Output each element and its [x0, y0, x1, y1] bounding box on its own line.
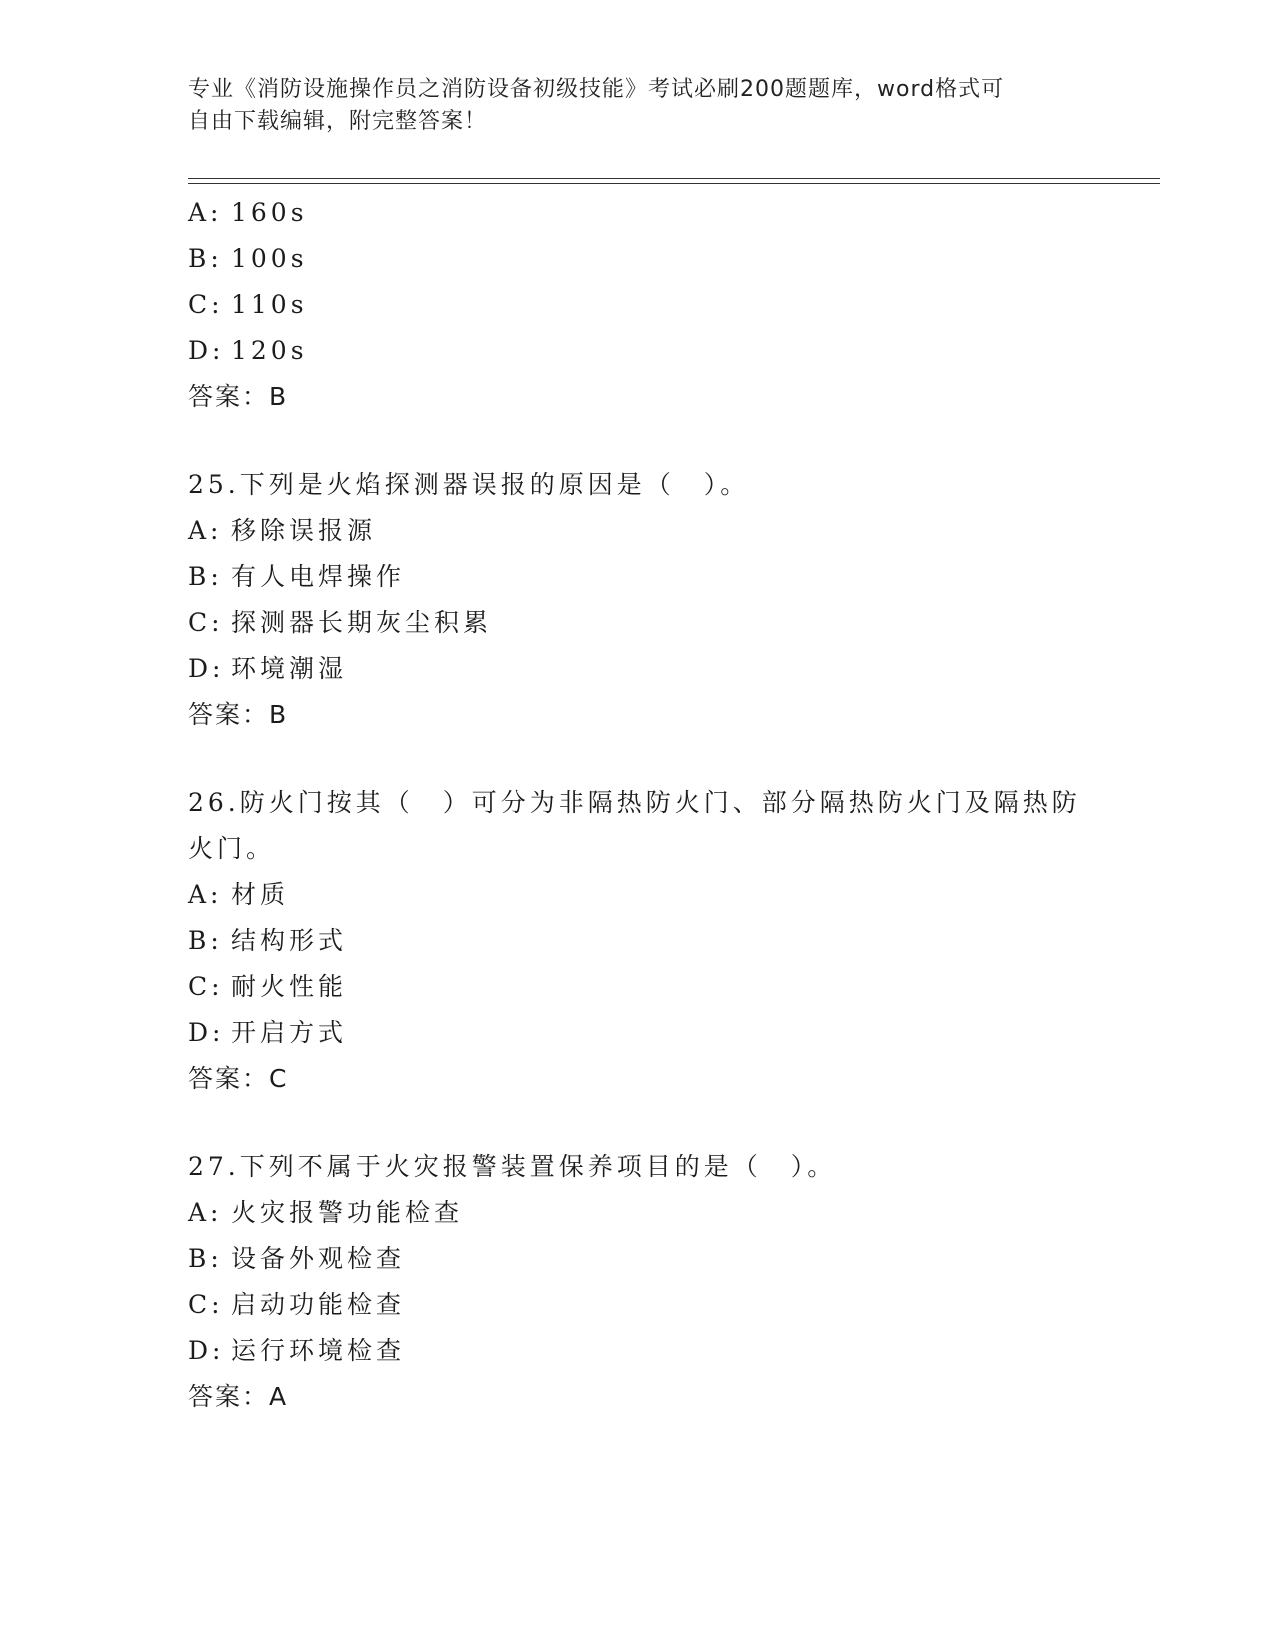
question-stem-line-1: 26.防火门按其（ ）可分为非隔热防火门、部分隔热防火门及隔热防 — [188, 788, 1081, 817]
option-text: 120s — [231, 336, 308, 365]
option-text: 设备外观检查 — [231, 1244, 406, 1273]
option-key: C: — [188, 1290, 224, 1319]
header-divider-top — [188, 178, 1160, 179]
answer-line: 答案：B — [188, 700, 289, 729]
question-stem-line-2: 火门。 — [188, 834, 276, 863]
option-b — [188, 918, 1088, 964]
question-stem: 27.下列不属于火灾报警装置保养项目的是（ ）。 — [188, 1152, 837, 1181]
header-line-1: 专业《消防设施操作员之消防设备初级技能》考试必刷200题题库，word格式可 — [188, 77, 1005, 102]
option-d — [188, 1328, 1088, 1374]
question-gap — [188, 738, 1088, 780]
question-stem: 25.下列是火焰探测器误报的原因是（ ）。 — [188, 470, 750, 499]
question-25 — [188, 462, 1088, 738]
option-b — [188, 1236, 1088, 1282]
option-text: 移除误报源 — [231, 516, 377, 545]
answer-line: 答案：B — [188, 382, 289, 411]
question-26 — [188, 780, 1088, 1102]
option-text: 100s — [231, 244, 308, 273]
option-d — [188, 328, 1088, 374]
option-b — [188, 554, 1088, 600]
option-a — [188, 872, 1088, 918]
option-c — [188, 600, 1088, 646]
option-key: D: — [188, 654, 225, 683]
header-line-2: 自由下载编辑，附完整答案！ — [188, 109, 488, 134]
question-gap — [188, 420, 1088, 462]
option-key: D: — [188, 1336, 225, 1365]
option-b — [188, 236, 1088, 282]
option-c — [188, 282, 1088, 328]
option-key: B: — [188, 244, 223, 273]
option-text: 160s — [231, 198, 308, 227]
option-text: 有人电焊操作 — [231, 562, 406, 591]
option-text: 耐火性能 — [231, 972, 348, 1001]
option-c — [188, 964, 1088, 1010]
option-text: 结构形式 — [231, 926, 348, 955]
option-a — [188, 190, 1088, 236]
question-27 — [188, 1144, 1088, 1420]
option-key: A: — [188, 198, 223, 227]
answer-line: 答案：C — [188, 1064, 289, 1093]
option-a — [188, 1190, 1088, 1236]
option-key: B: — [188, 562, 223, 591]
option-text: 火灾报警功能检查 — [231, 1198, 464, 1227]
question-list — [188, 190, 1088, 1420]
option-key: C: — [188, 972, 224, 1001]
option-text: 运行环境检查 — [231, 1336, 406, 1365]
option-key: A: — [188, 1198, 223, 1227]
option-key: A: — [188, 880, 223, 909]
question-24 — [188, 190, 1088, 420]
option-text: 材质 — [231, 880, 290, 909]
option-c — [188, 1282, 1088, 1328]
option-text: 启动功能检查 — [231, 1290, 406, 1319]
option-key: D: — [188, 1018, 225, 1047]
option-key: B: — [188, 1244, 223, 1273]
option-d — [188, 1010, 1088, 1056]
option-key: C: — [188, 608, 224, 637]
option-key: A: — [188, 516, 223, 545]
option-key: B: — [188, 926, 223, 955]
document-header — [188, 74, 1088, 138]
answer-line: 答案：A — [188, 1382, 289, 1411]
option-text: 110s — [231, 290, 308, 319]
header-divider-bottom — [188, 183, 1160, 184]
option-text: 开启方式 — [231, 1018, 348, 1047]
option-text: 探测器长期灰尘积累 — [231, 608, 493, 637]
option-a — [188, 508, 1088, 554]
option-key: D: — [188, 336, 225, 365]
option-key: C: — [188, 290, 224, 319]
option-text: 环境潮湿 — [231, 654, 348, 683]
option-d — [188, 646, 1088, 692]
question-gap — [188, 1102, 1088, 1144]
